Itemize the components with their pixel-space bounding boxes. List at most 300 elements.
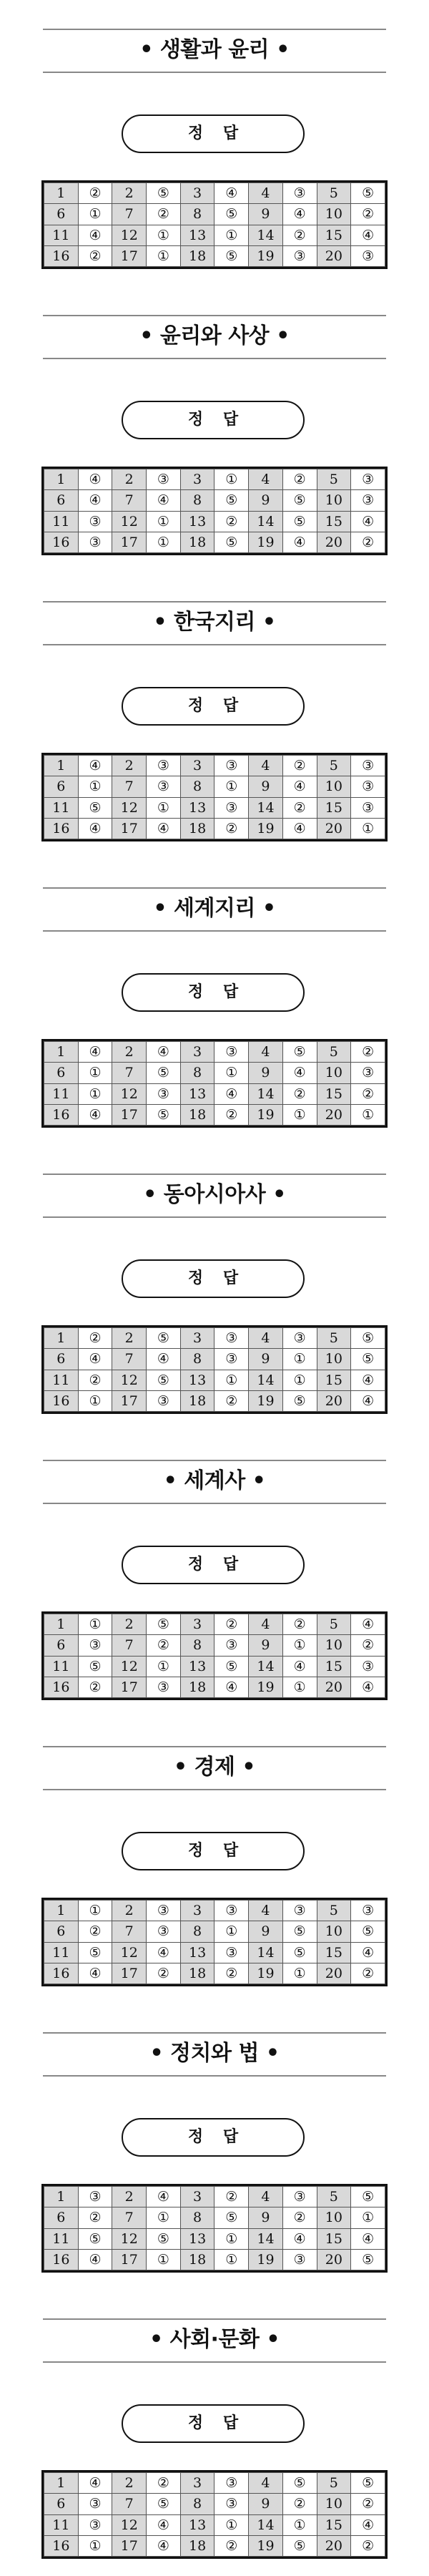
answer-cell: ① [351, 2207, 385, 2228]
question-number: 9 [249, 776, 283, 797]
answer-cell: ⑤ [214, 2207, 249, 2228]
answer-table [44, 182, 385, 267]
table-row [44, 818, 385, 839]
answer-cell: ③ [214, 1635, 249, 1656]
question-number: 12 [112, 2228, 147, 2249]
question-number: 12 [112, 797, 147, 818]
answer-cell: ① [351, 1104, 385, 1125]
answer-cell: ② [214, 511, 249, 532]
answer-cell: ⑤ [214, 245, 249, 266]
answer-cell: ③ [147, 1921, 181, 1942]
answer-cell: ③ [351, 756, 385, 776]
question-number: 13 [180, 1083, 214, 1104]
question-number: 10 [317, 1063, 351, 1083]
answer-cell: ④ [351, 1390, 385, 1411]
answer-cell: ① [147, 532, 181, 552]
question-number: 20 [317, 532, 351, 552]
answer-label: 정 답 [122, 1832, 305, 1870]
answer-cell: ③ [351, 469, 385, 490]
answer-cell: ② [351, 2535, 385, 2556]
table-row [44, 1349, 385, 1370]
question-number: 14 [249, 2514, 283, 2535]
answer-grid [41, 180, 388, 269]
question-number: 14 [249, 1083, 283, 1104]
answer-cell: ⑤ [282, 1042, 317, 1063]
question-number: 10 [317, 2494, 351, 2514]
answer-cell: ③ [282, 2249, 317, 2270]
answer-cell: ④ [78, 818, 112, 839]
answer-cell: ④ [147, 1349, 181, 1370]
answer-cell: ④ [78, 469, 112, 490]
answer-cell: ④ [351, 1677, 385, 1697]
answer-cell: ② [147, 1963, 181, 1984]
question-number: 7 [112, 1349, 147, 1370]
question-number: 18 [180, 1963, 214, 1984]
answer-cell: ① [282, 1349, 317, 1370]
answer-cell: ④ [78, 1042, 112, 1063]
table-row [44, 1677, 385, 1697]
answer-cell: ② [282, 2207, 317, 2228]
table-row [44, 2228, 385, 2249]
answer-grid [41, 1039, 388, 1128]
answer-cell: ② [214, 818, 249, 839]
question-number: 10 [317, 490, 351, 511]
question-number: 19 [249, 1677, 283, 1697]
answer-cell: ① [78, 1063, 112, 1083]
answer-cell: ④ [147, 1042, 181, 1063]
answer-cell: ④ [147, 490, 181, 511]
table-row [44, 1063, 385, 1083]
answer-cell: ④ [282, 776, 317, 797]
answer-cell: ⑤ [282, 1921, 317, 1942]
question-number: 3 [180, 183, 214, 204]
header-top-rule [43, 1746, 386, 1747]
question-number: 4 [249, 2187, 283, 2207]
answer-cell: ⑤ [214, 490, 249, 511]
answer-cell: ② [351, 2494, 385, 2514]
subject-header [43, 1460, 386, 1503]
answer-cell: ④ [282, 1063, 317, 1083]
subject-title: • 생활과 윤리 • [139, 37, 290, 62]
header-top-rule [43, 29, 386, 30]
question-number: 14 [249, 1942, 283, 1963]
header-bottom-rule [43, 72, 386, 73]
question-number: 6 [44, 204, 79, 225]
question-number: 12 [112, 225, 147, 245]
subject-section [0, 286, 429, 572]
answer-cell: ⑤ [282, 2473, 317, 2494]
question-number: 13 [180, 1370, 214, 1390]
answer-cell: ⑤ [147, 2228, 181, 2249]
answer-label: 정 답 [122, 2118, 305, 2157]
answer-cell: ④ [78, 490, 112, 511]
answer-cell: ① [282, 1370, 317, 1390]
answer-cell: ③ [78, 2494, 112, 2514]
answer-cell: ③ [147, 1677, 181, 1697]
question-number: 5 [317, 2187, 351, 2207]
question-number: 9 [249, 1635, 283, 1656]
question-number: 2 [112, 1042, 147, 1063]
question-number: 2 [112, 2473, 147, 2494]
question-number: 9 [249, 1063, 283, 1083]
answer-cell: ② [147, 204, 181, 225]
answer-cell: ⑤ [351, 183, 385, 204]
question-number: 19 [249, 1104, 283, 1125]
table-row [44, 245, 385, 266]
header-top-rule [43, 2318, 386, 2320]
question-number: 5 [317, 1901, 351, 1921]
answer-cell: ③ [147, 1083, 181, 1104]
answer-cell: ③ [351, 245, 385, 266]
subject-title: • 세계지리 • [153, 896, 276, 921]
answer-cell: ① [147, 797, 181, 818]
answer-cell: ② [78, 1677, 112, 1697]
answer-label: 정 답 [122, 401, 305, 439]
answer-cell: ④ [147, 2535, 181, 2556]
question-number: 16 [44, 818, 79, 839]
answer-cell: ① [147, 245, 181, 266]
question-number: 5 [317, 1042, 351, 1063]
answer-table [44, 2186, 385, 2270]
question-number: 6 [44, 1921, 79, 1942]
subject-section [0, 572, 429, 859]
answer-cell: ③ [78, 2514, 112, 2535]
answer-cell: ① [282, 2514, 317, 2535]
question-number: 17 [112, 2249, 147, 2270]
question-number: 5 [317, 2473, 351, 2494]
question-number: 8 [180, 776, 214, 797]
question-number: 18 [180, 2535, 214, 2556]
answer-cell: ⑤ [147, 1104, 181, 1125]
question-number: 13 [180, 797, 214, 818]
header-top-rule [43, 1174, 386, 1175]
subject-title: • 경제 • [173, 1755, 256, 1780]
answer-cell: ⑤ [282, 490, 317, 511]
question-number: 7 [112, 776, 147, 797]
question-number: 8 [180, 1635, 214, 1656]
answer-cell: ③ [214, 1942, 249, 1963]
answer-table [44, 1041, 385, 1126]
question-number: 19 [249, 818, 283, 839]
question-number: 1 [44, 1901, 79, 1921]
question-number: 20 [317, 1390, 351, 1411]
answer-grid [41, 753, 388, 841]
question-number: 16 [44, 1677, 79, 1697]
question-number: 8 [180, 204, 214, 225]
subject-header [43, 2032, 386, 2075]
question-number: 17 [112, 532, 147, 552]
question-number: 4 [249, 469, 283, 490]
question-number: 16 [44, 1390, 79, 1411]
question-number: 18 [180, 245, 214, 266]
subject-section [0, 859, 429, 1145]
subject-header [43, 887, 386, 930]
answer-cell: ③ [78, 2187, 112, 2207]
question-number: 17 [112, 2535, 147, 2556]
answer-cell: ④ [351, 2228, 385, 2249]
answer-cell: ③ [351, 1656, 385, 1677]
table-row [44, 756, 385, 776]
subject-title: • 사회·문화 • [149, 2327, 280, 2352]
question-number: 14 [249, 1370, 283, 1390]
question-number: 7 [112, 204, 147, 225]
table-row [44, 1083, 385, 1104]
question-number: 1 [44, 1042, 79, 1063]
table-row [44, 2187, 385, 2207]
answer-cell: ① [78, 1901, 112, 1921]
question-number: 16 [44, 245, 79, 266]
header-top-rule [43, 2032, 386, 2034]
answer-cell: ④ [214, 183, 249, 204]
answer-cell: ⑤ [351, 1921, 385, 1942]
question-number: 4 [249, 1042, 283, 1063]
answer-cell: ① [78, 204, 112, 225]
question-number: 19 [249, 1390, 283, 1411]
answer-cell: ① [78, 1390, 112, 1411]
question-number: 16 [44, 1963, 79, 1984]
question-number: 11 [44, 1083, 79, 1104]
answer-cell: ② [147, 1635, 181, 1656]
answer-cell: ④ [78, 1963, 112, 1984]
answer-cell: ③ [351, 776, 385, 797]
question-number: 13 [180, 1942, 214, 1963]
question-number: 10 [317, 2207, 351, 2228]
table-row [44, 2207, 385, 2228]
answer-cell: ⑤ [147, 2494, 181, 2514]
question-number: 12 [112, 1942, 147, 1963]
question-number: 11 [44, 225, 79, 245]
question-number: 3 [180, 2187, 214, 2207]
question-number: 9 [249, 490, 283, 511]
answer-table [44, 1614, 385, 1698]
question-number: 18 [180, 1677, 214, 1697]
question-number: 2 [112, 1328, 147, 1349]
answer-grid [41, 1325, 388, 1414]
subject-header [43, 315, 386, 358]
table-row [44, 183, 385, 204]
answer-cell: ④ [351, 2514, 385, 2535]
question-number: 6 [44, 1635, 79, 1656]
answer-cell: ① [214, 776, 249, 797]
answer-cell: ① [78, 1083, 112, 1104]
answer-cell: ② [282, 797, 317, 818]
question-number: 19 [249, 245, 283, 266]
answer-cell: ③ [147, 469, 181, 490]
subject-header [43, 601, 386, 644]
answer-label: 정 답 [122, 1259, 305, 1298]
question-number: 10 [317, 1921, 351, 1942]
table-row [44, 225, 385, 245]
question-number: 3 [180, 469, 214, 490]
question-number: 4 [249, 2473, 283, 2494]
answer-cell: ④ [78, 2473, 112, 2494]
answer-cell: ② [351, 1635, 385, 1656]
answer-cell: ① [78, 776, 112, 797]
question-number: 9 [249, 204, 283, 225]
answer-cell: ③ [147, 1901, 181, 1921]
answer-cell: ⑤ [351, 2473, 385, 2494]
header-bottom-rule [43, 1216, 386, 1218]
answer-table [44, 1327, 385, 1412]
answer-cell: ④ [282, 1656, 317, 1677]
question-number: 4 [249, 1901, 283, 1921]
answer-cell: ④ [214, 1677, 249, 1697]
question-number: 10 [317, 1635, 351, 1656]
answer-label: 정 답 [122, 687, 305, 726]
question-number: 17 [112, 1677, 147, 1697]
answer-cell: ② [214, 1963, 249, 1984]
question-number: 2 [112, 183, 147, 204]
header-top-rule [43, 887, 386, 889]
answer-cell: ③ [282, 2187, 317, 2207]
question-number: 9 [249, 1921, 283, 1942]
question-number: 18 [180, 532, 214, 552]
question-number: 7 [112, 2494, 147, 2514]
answer-cell: ① [214, 1063, 249, 1083]
answer-grid [41, 2184, 388, 2273]
subject-section [0, 2290, 429, 2576]
question-number: 8 [180, 1063, 214, 1083]
question-number: 6 [44, 1063, 79, 1083]
question-number: 3 [180, 1901, 214, 1921]
subject-header [43, 2318, 386, 2361]
answer-cell: ② [147, 2473, 181, 2494]
question-number: 3 [180, 756, 214, 776]
answer-cell: ④ [282, 2228, 317, 2249]
question-number: 5 [317, 756, 351, 776]
question-number: 20 [317, 1677, 351, 1697]
answer-cell: ① [282, 1677, 317, 1697]
answer-grid [41, 1611, 388, 1700]
question-number: 20 [317, 2535, 351, 2556]
answer-label: 정 답 [122, 2404, 305, 2443]
subject-section [0, 1145, 429, 1431]
answer-cell: ⑤ [147, 1063, 181, 1083]
answer-cell: ② [282, 225, 317, 245]
answer-cell: ④ [351, 1370, 385, 1390]
answer-cell: ③ [282, 1328, 317, 1349]
answer-cell: ① [282, 1104, 317, 1125]
header-bottom-rule [43, 930, 386, 932]
question-number: 1 [44, 469, 79, 490]
answer-cell: ④ [214, 1083, 249, 1104]
question-number: 4 [249, 1614, 283, 1635]
answer-cell: ③ [214, 1042, 249, 1063]
answer-cell: ① [147, 1656, 181, 1677]
answer-grid [41, 1898, 388, 1986]
question-number: 13 [180, 225, 214, 245]
question-number: 18 [180, 2249, 214, 2270]
answer-cell: ⑤ [351, 1328, 385, 1349]
answer-cell: ② [351, 1963, 385, 1984]
answer-cell: ⑤ [351, 2249, 385, 2270]
answer-cell: ④ [351, 511, 385, 532]
question-number: 12 [112, 1370, 147, 1390]
answer-cell: ④ [78, 225, 112, 245]
subject-title: • 정치와 법 • [149, 2041, 280, 2066]
question-number: 8 [180, 2207, 214, 2228]
answer-cell: ③ [351, 1901, 385, 1921]
answer-cell: ① [214, 1921, 249, 1942]
answer-cell: ② [351, 204, 385, 225]
question-number: 9 [249, 2207, 283, 2228]
answer-cell: ① [147, 2207, 181, 2228]
answer-cell: ⑤ [351, 2187, 385, 2207]
answer-cell: ④ [147, 1942, 181, 1963]
answer-grid [41, 467, 388, 555]
question-number: 12 [112, 1083, 147, 1104]
question-number: 10 [317, 204, 351, 225]
answer-cell: ③ [78, 511, 112, 532]
answer-cell: ② [78, 183, 112, 204]
answer-cell: ② [78, 1328, 112, 1349]
answer-cell: ② [214, 1104, 249, 1125]
answer-cell: ① [214, 2514, 249, 2535]
question-number: 18 [180, 1390, 214, 1411]
answer-cell: ② [282, 469, 317, 490]
table-row [44, 469, 385, 490]
question-number: 19 [249, 1963, 283, 1984]
question-number: 20 [317, 818, 351, 839]
question-number: 19 [249, 532, 283, 552]
answer-table [44, 469, 385, 553]
question-number: 4 [249, 183, 283, 204]
answer-cell: ② [78, 2207, 112, 2228]
subject-section [0, 1717, 429, 2004]
table-row [44, 532, 385, 552]
answer-cell: ④ [78, 1104, 112, 1125]
question-number: 8 [180, 1349, 214, 1370]
question-number: 17 [112, 1390, 147, 1411]
answer-cell: ③ [282, 183, 317, 204]
answer-cell: ⑤ [78, 797, 112, 818]
question-number: 11 [44, 2514, 79, 2535]
question-number: 6 [44, 2207, 79, 2228]
answer-cell: ① [214, 2249, 249, 2270]
question-number: 11 [44, 511, 79, 532]
question-number: 7 [112, 1921, 147, 1942]
header-bottom-rule [43, 1503, 386, 1504]
answer-cell: ④ [78, 1349, 112, 1370]
answer-cell: ② [351, 1083, 385, 1104]
question-number: 5 [317, 1328, 351, 1349]
question-number: 18 [180, 1104, 214, 1125]
table-row [44, 776, 385, 797]
table-row [44, 1370, 385, 1390]
table-row [44, 797, 385, 818]
question-number: 12 [112, 1656, 147, 1677]
question-number: 16 [44, 1104, 79, 1125]
question-number: 11 [44, 1656, 79, 1677]
answer-cell: ① [282, 1635, 317, 1656]
answer-cell: ④ [282, 532, 317, 552]
answer-cell: ③ [214, 1901, 249, 1921]
question-number: 20 [317, 245, 351, 266]
table-row [44, 1942, 385, 1963]
question-number: 13 [180, 2228, 214, 2249]
header-bottom-rule [43, 1789, 386, 1790]
question-number: 8 [180, 2494, 214, 2514]
answer-cell: ① [214, 469, 249, 490]
question-number: 17 [112, 1963, 147, 1984]
answer-cell: ① [214, 2228, 249, 2249]
question-number: 5 [317, 183, 351, 204]
table-row [44, 2473, 385, 2494]
answer-cell: ② [78, 1921, 112, 1942]
answer-cell: ⑤ [147, 1370, 181, 1390]
question-number: 2 [112, 469, 147, 490]
question-number: 11 [44, 1370, 79, 1390]
